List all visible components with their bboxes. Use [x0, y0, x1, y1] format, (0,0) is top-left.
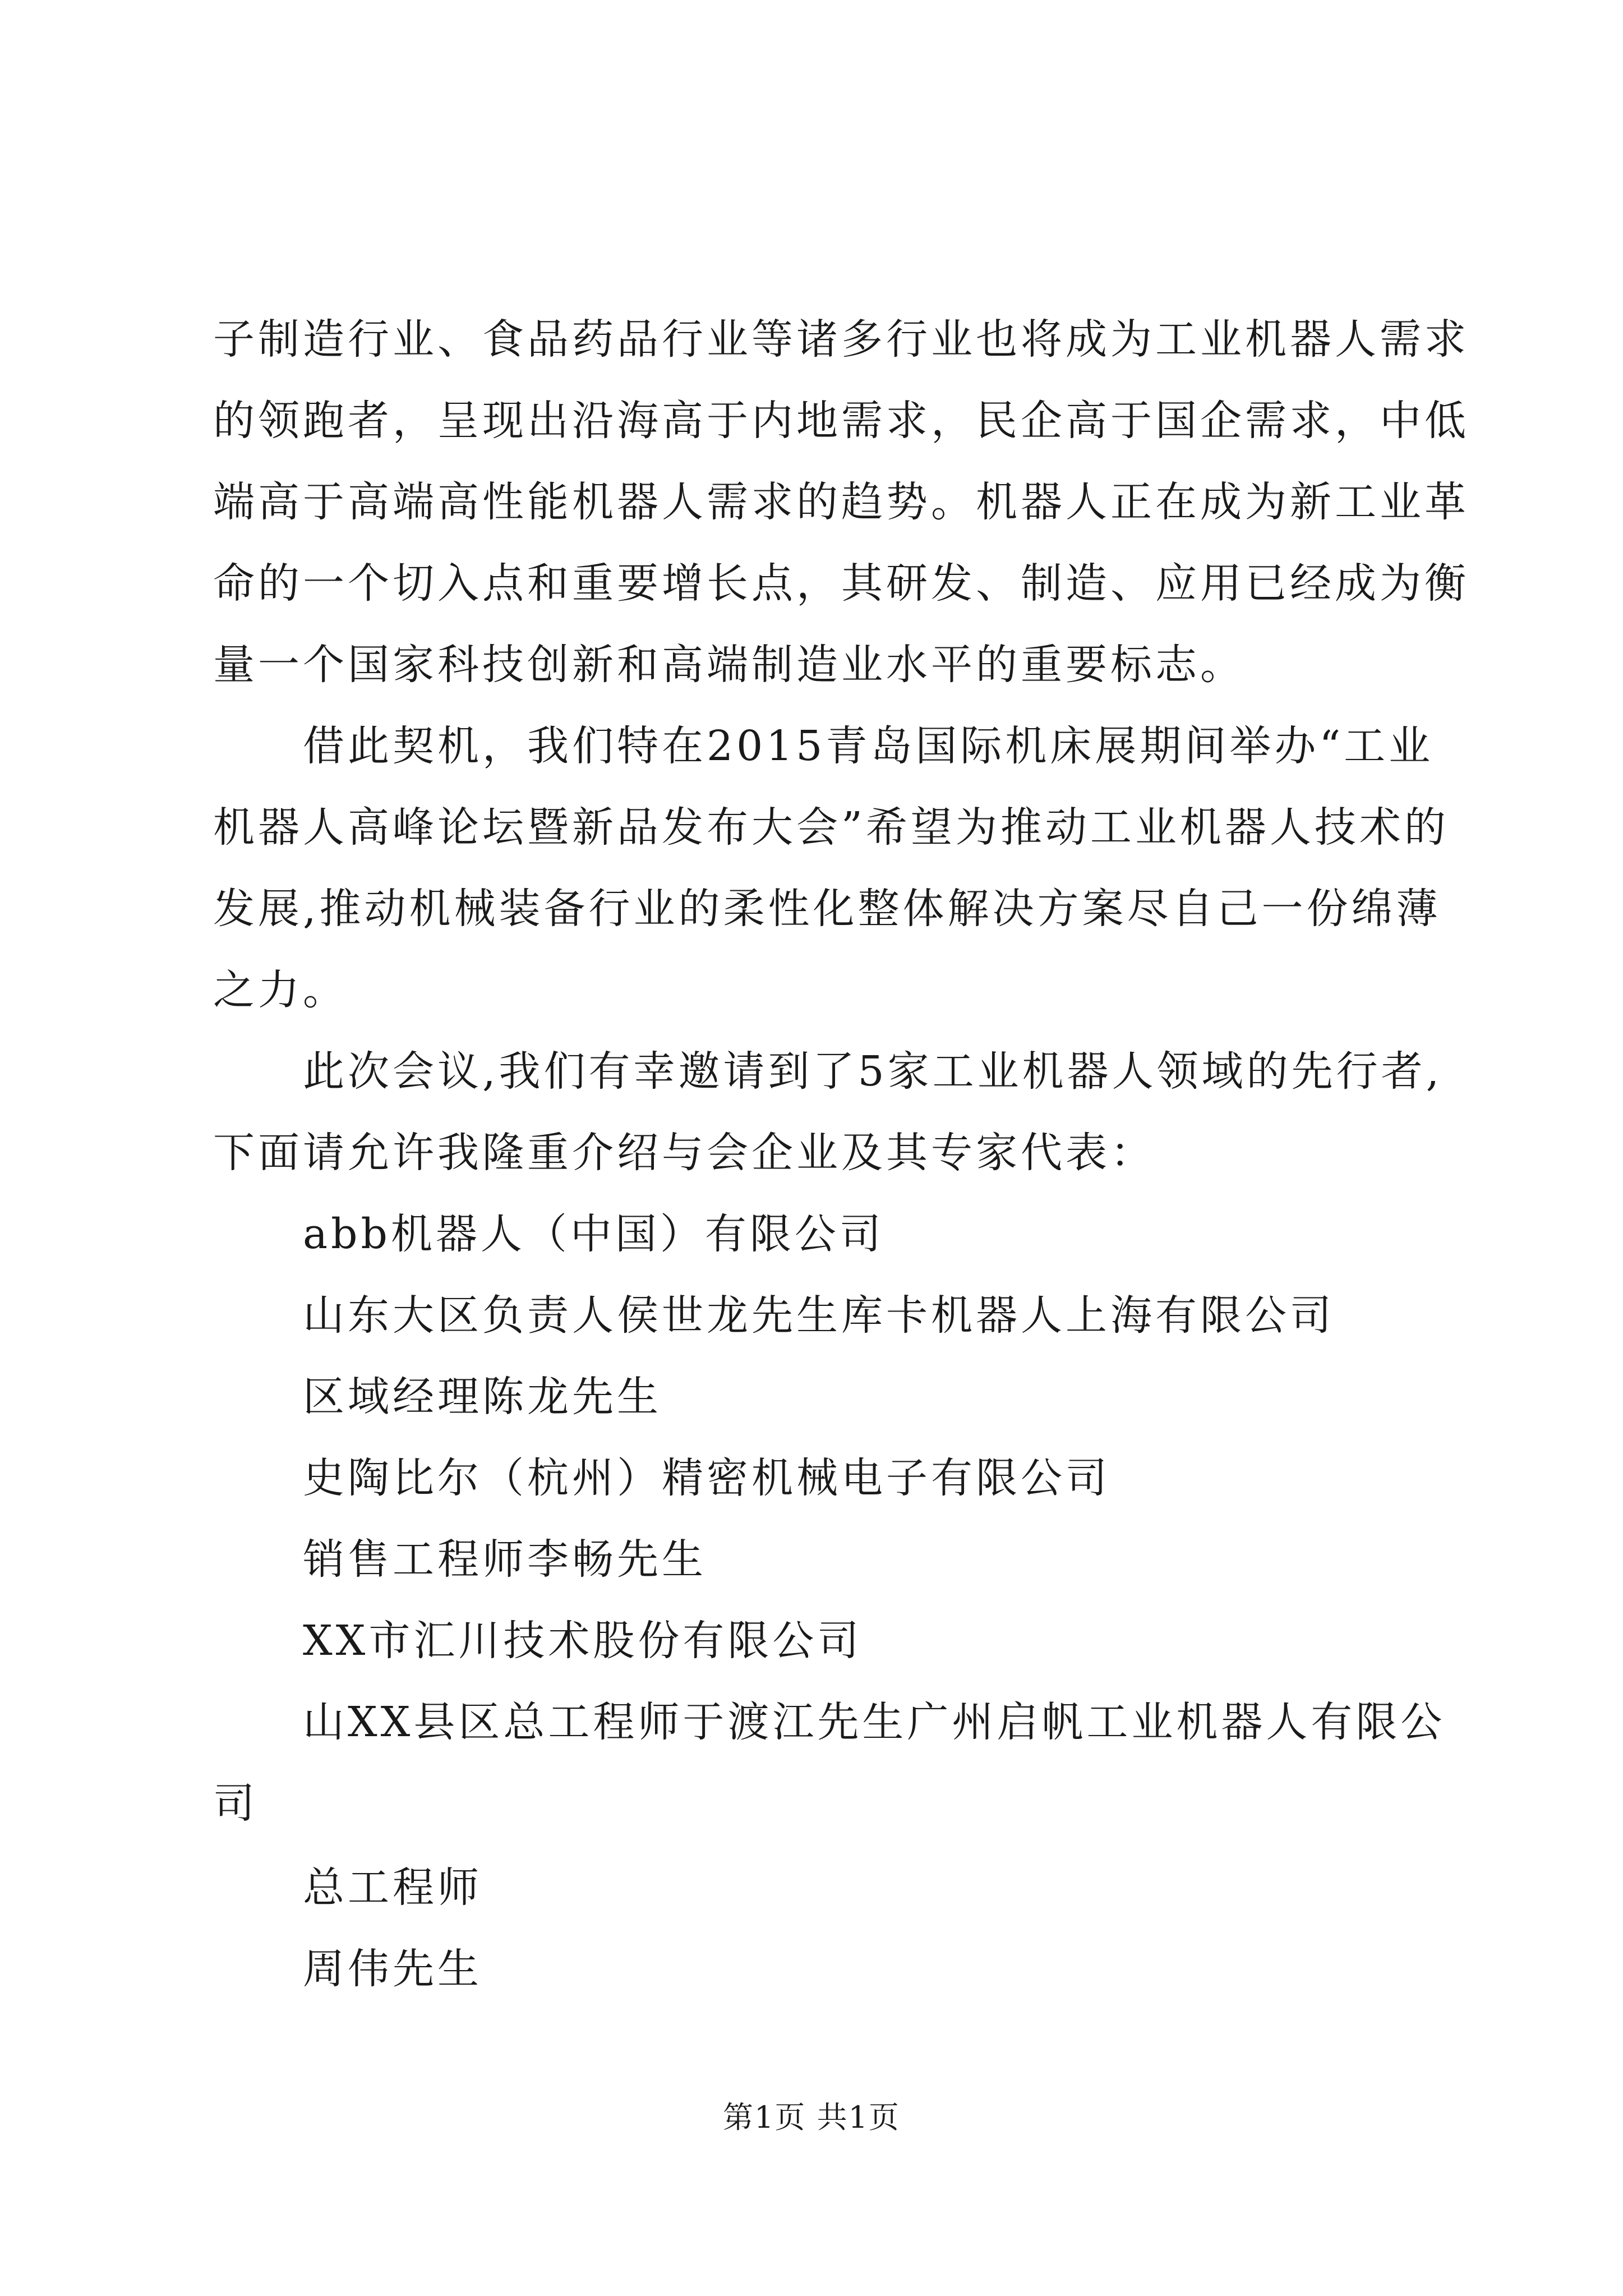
paragraph-line: 的领跑者，呈现出沿海高于内地需求，民企高于国企需求，中低: [213, 397, 1469, 445]
paragraph-line: 此次会议,我们有幸邀请到了5家工业机器人领域的先行者,: [303, 1047, 1443, 1096]
company-line: XX市汇川技术股份有限公司: [303, 1617, 863, 1665]
company-line: 周伟先生: [303, 1945, 482, 1993]
paragraph-line: 机器人高峰论坛暨新品发布大会”希望为推动工业机器人技术的: [213, 803, 1449, 852]
company-line: abb机器人（中国）有限公司: [303, 1210, 884, 1258]
paragraph-line: 子制造行业、食品药品行业等诸多行业也将成为工业机器人需求: [213, 315, 1469, 364]
page-footer: 第1页 共1页: [723, 2100, 900, 2135]
company-line: 司: [213, 1779, 258, 1828]
paragraph-line: 发展,推动机械装备行业的柔性化整体解决方案尽自己一份绵薄: [213, 885, 1441, 933]
company-line: 总工程师: [303, 1864, 482, 1912]
paragraph-line: 下面请允许我隆重介绍与会企业及其专家代表：: [213, 1129, 1155, 1177]
paragraph-line: 命的一个切入点和重要增长点，其研发、制造、应用已经成为衡: [213, 559, 1469, 608]
company-line: 史陶比尔（杭州）精密机械电子有限公司: [303, 1454, 1110, 1502]
paragraph-line: 量一个国家科技创新和高端制造业水平的重要标志。: [213, 641, 1245, 689]
company-line: 销售工程师李畅先生: [303, 1535, 707, 1584]
paragraph-line: 之力。: [213, 966, 348, 1014]
company-line: 山XX县区总工程师于渡江先生广州启帆工业机器人有限公: [303, 1698, 1446, 1746]
company-line: 山东大区负责人侯世龙先生库卡机器人上海有限公司: [303, 1291, 1335, 1340]
paragraph-line: 端高于高端高性能机器人需求的趋势。机器人正在成为新工业革: [213, 478, 1469, 526]
paragraph-line: 借此契机，我们特在2015青岛国际机床展期间举办“工业: [303, 722, 1434, 770]
company-line: 区域经理陈龙先生: [303, 1373, 662, 1421]
